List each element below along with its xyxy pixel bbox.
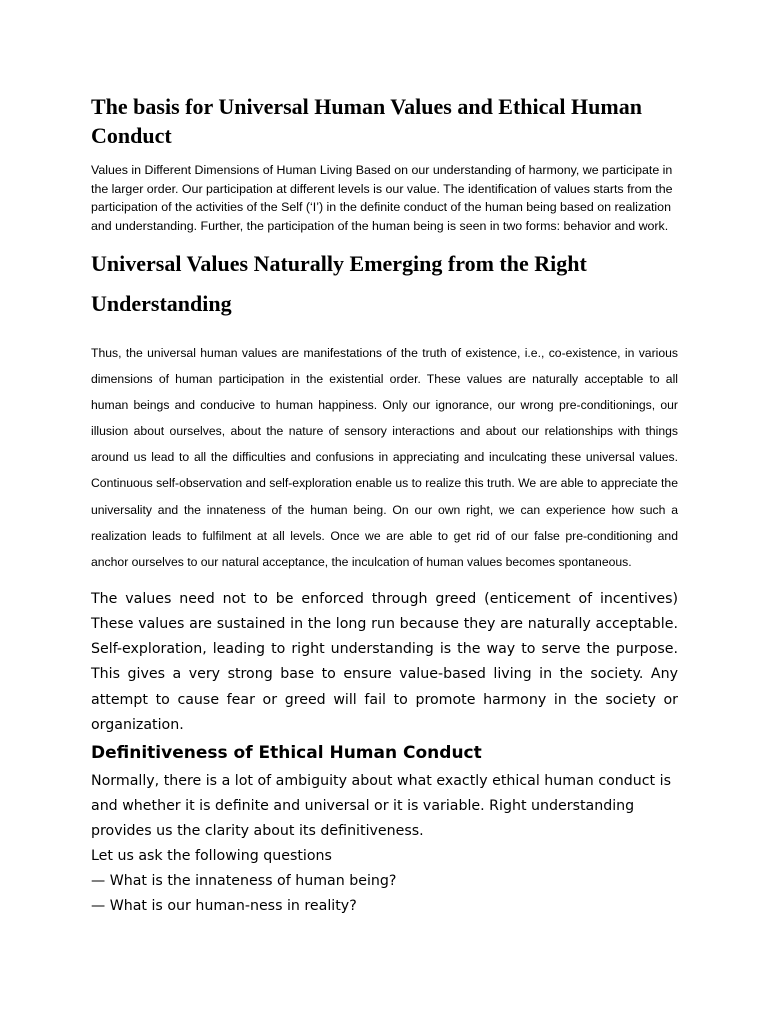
text-line: Let us ask the following questions <box>91 848 332 865</box>
section-heading-ethical-conduct: Definitiveness of Ethical Human Conduct <box>91 743 482 764</box>
section-heading-universal-values: Universal Values Naturally Emerging from the Right Understanding <box>91 251 587 316</box>
ethical-conduct-text <box>91 769 678 919</box>
intro-paragraph: Values in Different Dimensions of Human Living Based on our understanding of harmony, we participate in the larger order. Our participation at different levels is our value. The identification of values starts from the participation of the activities of the Self (‘I’) in the definite conduct of the human being based on realization and understanding. Further, the participation of the human being is seen in two forms: behavior and work. <box>91 163 673 233</box>
text-line: provides us the clarity about its definitiveness. <box>91 823 424 840</box>
document-title: The basis for Universal Human Values and Ethical Human Conduct <box>91 94 642 148</box>
text-line: and whether it is definite and universal or it is variable. Right understanding <box>91 798 635 815</box>
text-line: Normally, there is a lot of ambiguity about what exactly ethical human conduct is <box>91 773 671 790</box>
question-line: — What is the innateness of human being? <box>91 873 397 890</box>
universal-values-paragraph: Thus, the universal human values are manifestations of the truth of existence, i.e., co-existence, in various dimensions of human participation in the existential order. These values are naturally acceptable to all human beings and conducive to human happiness. Only our ignorance, our wrong pre-conditionings, our illusion about ourselves, about the nature of sensory interactions and about our relationships with things around us lead to all the difficulties and confusions in appreciating and inculcating these universal values. Continuous self-observation and self-exploration enable us to realize this truth. We are able to appreciate the universality and the innateness of the human being. On our own right, we can experience how such a realization leads to fulfilment at all levels. Once we are able to get rid of our false pre-conditioning and anchor ourselves to our natural acceptance, the inculcation of human values becomes spontaneous. <box>91 346 678 569</box>
values-enforcement-paragraph: The values need not to be enforced through greed (enticement of incentives) These values are sustained in the long run because they are naturally acceptable. Self-exploration, leading to right understanding is the way to serve the purpose. This gives a very strong base to ensure value-based living in the society. Any attempt to cause fear or greed will fail to promote harmony in the society or organization. <box>91 590 678 733</box>
question-line: — What is our human-ness in reality? <box>91 898 357 915</box>
